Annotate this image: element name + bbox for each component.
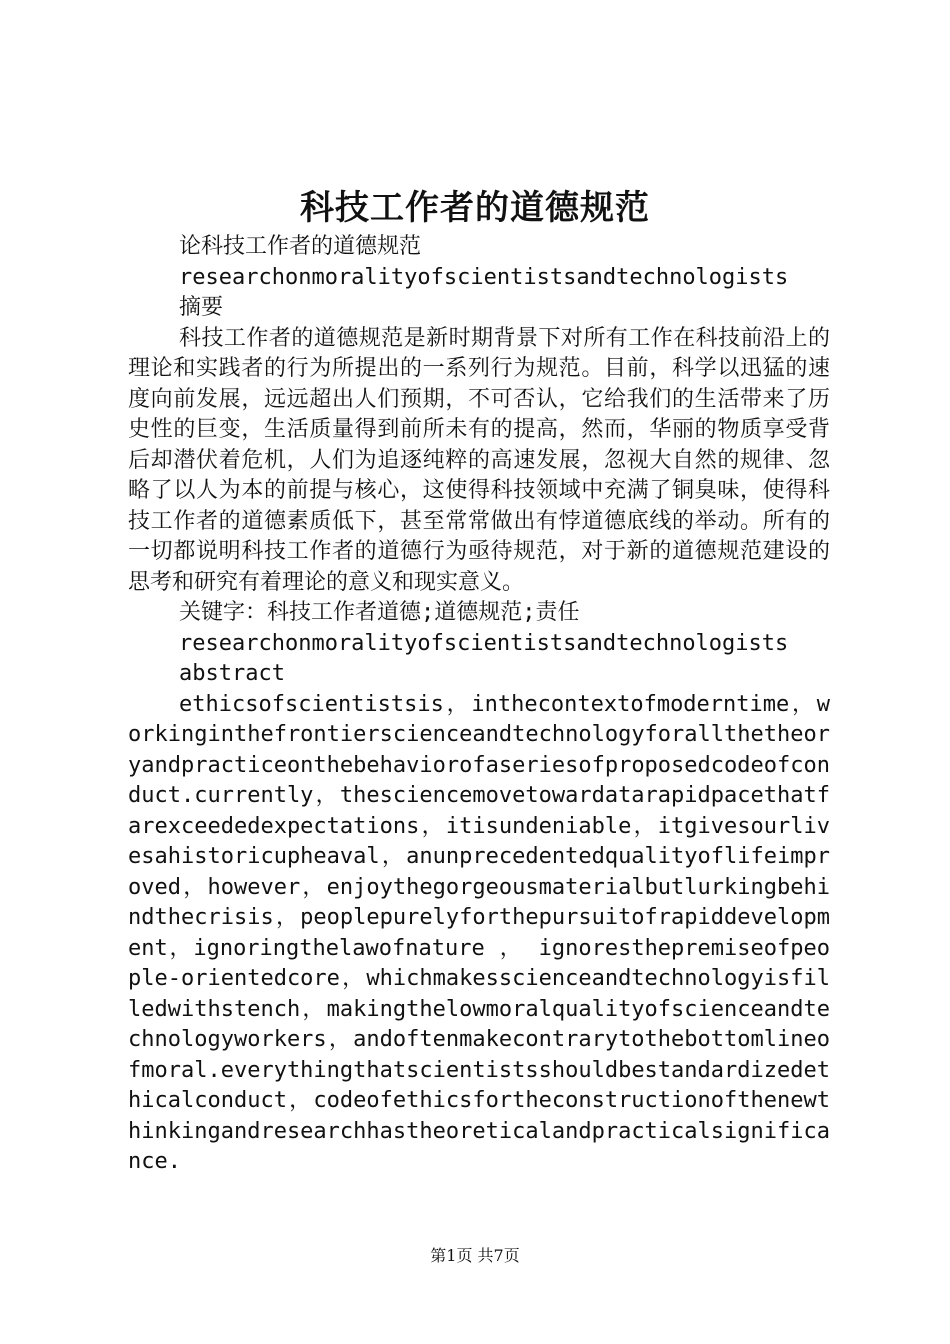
document-body bbox=[128, 232, 830, 1178]
abstract-en-heading: abstract bbox=[179, 661, 285, 686]
document-title: 科技工作者的道德规范 bbox=[300, 188, 650, 228]
subtitle-cn: 论科技工作者的道德规范 bbox=[179, 234, 422, 259]
subtitle-en: researchonmoralityofscientistsandtechnologists bbox=[179, 264, 789, 290]
english-title: researchonmoralityofscientistsandtechnologists bbox=[179, 630, 789, 656]
keywords: 关键字：科技工作者道德;道德规范;责任 bbox=[179, 600, 580, 625]
abstract-en-paragraph: ethicsofscientistsis，inthecontextofmoderntime，workinginthefrontierscienceandtechnologyforallthetheoryandpracticeonthebehaviorofaseriesofproposedcodeofconduct.currently，thesciencemovetowardatarapidpacethatfarexceededexpectations，itisundeniable，itgivesourlivesahistoricupheaval，anunprecedentedqualityoflifeimproved，however，enjoythegorgeousmaterialbutlurkingbehindthecrisis，peoplepurelyforthepursuitofrapiddevelopment，ignoringthelawofnature ， ignoresthepremiseofpeople-orientedcore，whichmakesscienceandtechnologyisfilledwithstench，makingthelowmoralqualityofscienceandtechnologyworkers，andoftenmakecontrarytothebottomlineofmoral.everythingthatscientistsshouldbestandardizedethicalconduct，codeofethicsfortheconstructionofthenewthinkingandresearchhastheoreticalandpracticalsignificance. bbox=[128, 691, 830, 1174]
page-footer: 第1页 共7页 bbox=[430, 1246, 520, 1265]
abstract-cn-paragraph: 科技工作者的道德规范是新时期背景下对所有工作在科技前沿上的理论和实践者的行为所提出的一系列行为规范。目前，科学以迅猛的速度向前发展，远远超出人们预期，不可否认，它给我们的生活带来了历史性的巨变，生活质量得到前所未有的提高，然而，华丽的物质享受背后却潜伏着危机，人们为追逐纯粹的高速发展，忽视大自然的规律、忽略了以人为本的前提与核心，这使得科技领域中充满了铜臭味，使得科技工作者的道德素质低下，甚至常常做出有悖道德底线的举动。所有的一切都说明科技工作者的道德行为亟待规范，对于新的道德规范建设的思考和研究有着理论的意义和现实意义。 bbox=[128, 325, 830, 595]
abstract-heading: 摘要 bbox=[179, 295, 224, 320]
